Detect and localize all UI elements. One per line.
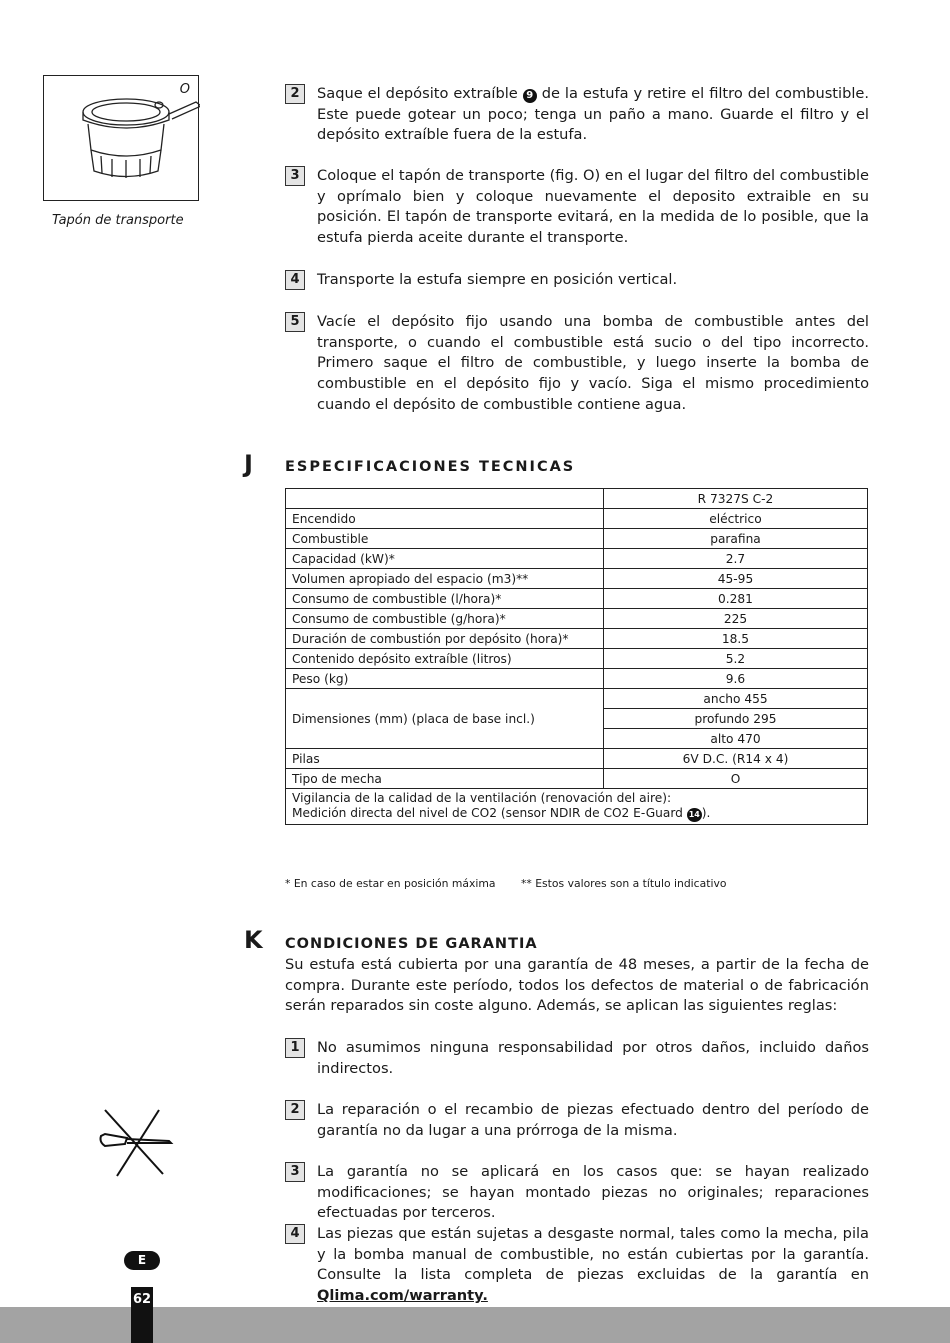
- warranty-link[interactable]: Qlima.com/warranty.: [317, 1287, 488, 1305]
- spec-value: 6V D.C. (R14 x 4): [604, 749, 868, 769]
- step-number: 4: [285, 270, 305, 290]
- spec-label: Consumo de combustible (g/hora)*: [286, 609, 604, 629]
- step-number: 2: [285, 84, 305, 104]
- section-j-letter: J: [244, 450, 253, 478]
- spec-value: 5.2: [604, 649, 868, 669]
- table-row: [286, 549, 868, 569]
- part-14-badge: 14: [687, 808, 702, 822]
- warranty-intro: Su estufa está cubierta por una garantía de 48 meses, a partir de la fecha de compra. Durante este período, todos los defectos de material o de fabricación serán reparados sin coste alguno. Además, se aplican las siguientes reglas:: [285, 956, 869, 1015]
- step-number: 3: [285, 166, 305, 186]
- table-row: [286, 669, 868, 689]
- table-row: [286, 649, 868, 669]
- spec-label: Capacidad (kW)*: [286, 549, 604, 569]
- section-k-letter: K: [244, 926, 263, 954]
- table-row: [286, 769, 868, 789]
- table-row: [286, 589, 868, 609]
- spec-label: Peso (kg): [286, 669, 604, 689]
- language-badge: E: [124, 1251, 160, 1270]
- transport-cap-illustration: [44, 76, 200, 202]
- step-3: [285, 166, 869, 249]
- step-number: 2: [285, 1100, 305, 1120]
- spec-table: [285, 488, 868, 825]
- step-text: No asumimos ninguna responsabilidad por otros daños, incluido daños indirectos.: [317, 1039, 869, 1077]
- part-9-badge: 9: [523, 89, 537, 103]
- warranty-rule-1: [285, 1038, 869, 1079]
- table-row: [286, 749, 868, 769]
- figure-letter: O: [179, 82, 190, 97]
- spec-value: 225: [604, 609, 868, 629]
- footnote-1: * En caso de estar en posición máxima: [285, 877, 496, 890]
- spec-value: alto 470: [604, 729, 868, 749]
- page-number: 62: [132, 1292, 152, 1307]
- section-k-title: CONDICIONES DE GARANTIA: [285, 936, 538, 952]
- step-4: [285, 270, 869, 291]
- spec-value: ancho 455: [604, 689, 868, 709]
- step-text: Las piezas que están sujetas a desgaste normal, tales como la mecha, pila y la bomba manual de combustible, no están cubiertas por la garantía. Consulte la lista completa de piezas excluidas de la garantía en Qlima.com/warranty.: [317, 1225, 869, 1305]
- spec-label: Consumo de combustible (l/hora)*: [286, 589, 604, 609]
- spec-value: 45-95: [604, 569, 868, 589]
- step-text: Vacíe el depósito fijo usando una bomba de combustible antes del transporte, o cuando el combustible está sucio o del tipo incorrecto. Primero saque el filtro de combustible, y luego inserte la bomba de combustible en el depósito fijo y vacío. Siga el mismo procedimiento cuando el depósito de combustible contiene agua.: [317, 313, 869, 413]
- step-2: [285, 84, 869, 146]
- spec-value: profundo 295: [604, 709, 868, 729]
- spec-label: Duración de combustión por depósito (hora)*: [286, 629, 604, 649]
- spec-value: eléctrico: [604, 509, 868, 529]
- warranty-rule-3: [285, 1162, 869, 1224]
- spec-label: Volumen apropiado del espacio (m3)**: [286, 569, 604, 589]
- table-row: [286, 529, 868, 549]
- spec-value: parafina: [604, 529, 868, 549]
- table-row: [286, 489, 868, 509]
- table-row: [286, 629, 868, 649]
- ventilation-note: Vigilancia de la calidad de la ventilación (renovación del aire): Medición directa del nivel de CO2 (sensor NDIR de CO2 E-Guard 14 ).: [286, 789, 868, 825]
- spec-label: Tipo de mecha: [286, 769, 604, 789]
- step-number: 5: [285, 312, 305, 332]
- step-text: La garantía no se aplicará en los casos que: se hayan realizado modificaciones; se hayan montado piezas no originales; reparaciones efectuadas por terceros.: [317, 1163, 869, 1222]
- footnote-2: ** Estos valores son a título indicativo: [521, 877, 727, 890]
- warranty-rule-4: [285, 1224, 869, 1307]
- step-text: La reparación o el recambio de piezas efectuado dentro del período de garantía no da lugar a una prórroga de la misma.: [317, 1101, 869, 1139]
- spec-label: Combustible: [286, 529, 604, 549]
- table-row: [286, 569, 868, 589]
- step-number: 4: [285, 1224, 305, 1244]
- figure-caption: Tapón de transporte: [52, 213, 184, 228]
- spec-label: Dimensiones (mm) (placa de base incl.): [286, 689, 604, 749]
- warranty-rule-2: [285, 1100, 869, 1141]
- step-number: 3: [285, 1162, 305, 1182]
- spec-value: 9.6: [604, 669, 868, 689]
- step-text: Transporte la estufa siempre en posición vertical.: [317, 271, 678, 288]
- step-number: 1: [285, 1038, 305, 1058]
- step-text: Saque el depósito extraíble 9 de la estufa y retire el filtro del combustible. Este puede gotear un poco; tenga un paño a mano. Guarde el filtro y el depósito extraíble fuera de la estufa.: [317, 85, 870, 144]
- table-row: [286, 789, 868, 825]
- step-5: [285, 312, 869, 416]
- spec-value: O: [604, 769, 868, 789]
- figure-box: [43, 75, 199, 201]
- table-row: [286, 509, 868, 529]
- spec-value: 0.281: [604, 589, 868, 609]
- spec-value: 18.5: [604, 629, 868, 649]
- table-row: [286, 609, 868, 629]
- model-header: R 7327S C-2: [604, 489, 868, 509]
- section-j-title: ESPECIFICACIONES TECNICAS: [285, 459, 576, 475]
- spec-label: Contenido depósito extraíble (litros): [286, 649, 604, 669]
- spec-label: Pilas: [286, 749, 604, 769]
- no-screwdriver-icon: [97, 1106, 177, 1178]
- table-row: [286, 689, 868, 709]
- spec-value: 2.7: [604, 549, 868, 569]
- table-cell: [286, 489, 604, 509]
- step-text: Coloque el tapón de transporte (fig. O) en el lugar del filtro del combustible y oprímalo bien y coloque nuevamente el deposito extraible en su posición. El tapón de transporte evitará, en la medida de lo posible, que la estufa pierda aceite durante el transporte.: [317, 167, 869, 247]
- spec-label: Encendido: [286, 509, 604, 529]
